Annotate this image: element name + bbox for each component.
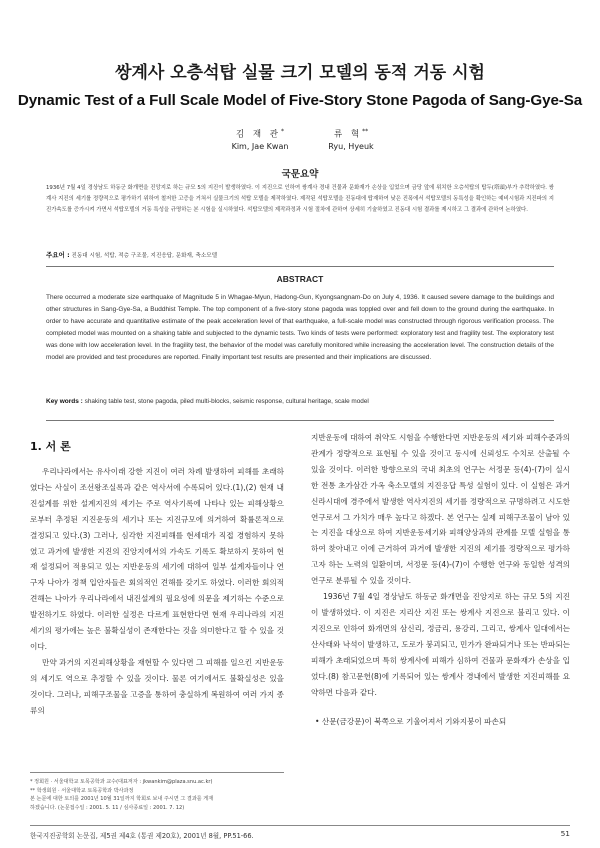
body-paragraph: 우리나라에서는 유사이래 강한 지진이 여러 차례 발생하여 피해를 초래하였다는 사실이 조선왕조실록과 같은 역사서에 수록되어 있다.(1),(2) 현재 내진설계를 위한 설계지진의 세기는 주로 역사기록에 나타나 있는 피해상황으로부터 추정된 지진운동의 세기나 또는 지진규모에 의거하여 확률론적으로 결정되고 있다.(3) 그러나, 심각한 지진피해를 현세대가 직접 경험하지 못하였고 과거에 발생한 지진의 진앙지에서의 가속도 기록도 확보하지 못하여 현재 설정되어 적용되고 있는 지반운동의 세기에 대하여 일부 설계자들이나 연구자 나아가 정책 입안자들은 회의적인 견해를 갖기도 하였다. 이러한 회의적 견해는 나아가 우리나라에서 내진설계의 필요성에 의문을 제기하는 수준으로 발전하기도 하였다. 이러한 실정은 다르게 표현한다면 현재 우리나라의 지진세기의 평가에는 높은 불확실성이 존재한다는 것을 의미한다고 할 수 있을 것이다. (30, 467, 284, 651)
author-1-mark: * (281, 128, 285, 135)
divider-bottom (46, 420, 554, 421)
footnote-line: 하겠습니다. (논문접수일 : 2001. 5. 11 / 심사종료일 : 2001. 7. 12) (30, 804, 185, 811)
abstract-ko-heading: 국문요약 (281, 169, 319, 180)
author-1 (220, 126, 300, 153)
author-2-mark: ** (362, 128, 369, 135)
author-1-name-en: Kim, Jae Kwan (231, 141, 289, 151)
keywords-ko-label: 주요어 : (46, 251, 70, 259)
footnote-rule (30, 772, 284, 773)
keywords-en (46, 397, 554, 407)
body-paragraph: 1936년 7월 4일 경상남도 하동군 화개면을 진앙지로 하는 규모 5의 지진이 발생하였다. 이 지진은 지리산 지진 또는 쌍계사 지진으로 불리고 있다. 이 지진으로 인하여 화개면의 삼신리, 정금리, 용강리, 그리고, 쌍계사 일대에서는 산사태와 낙석이 발생하고, 도로가 붕괴되고, 민가가 완파되거나 또는 반파되는 피해가 초래되었으며 특히 쌍계사에 피해가 심하여 건물과 문화재가 손상을 입었다.(8) 참고문헌(8)에 기록되어 있는 쌍계사 경내에서 발생한 지진피해를 요약하면 다음과 같다. (311, 592, 570, 697)
title-korean: 쌍계사 오층석탑 실물 크기 모델의 동적 거동 시험 (115, 63, 485, 83)
footnote-line: 본 논문에 대한 토의를 2001년 10월 31일까지 학회로 보내 주시면 그 결과를 게재 (30, 796, 214, 803)
bullet-item: • 산문(금강문)이 북쪽으로 기울어져서 기와지붕이 파손되 (315, 717, 507, 727)
footnotes (30, 778, 284, 812)
keywords-en-text: shaking table test, stone pagoda, piled multi-blocks, seismic response, cultural heritage, scale model (84, 398, 369, 405)
divider-top (46, 266, 554, 267)
abstract-en: There occurred a moderate size earthquake of Magnitude 5 in Whagae-Myun, Hadong-Gun, Kyongsangnam-Do on July 4, 1936. It caused severe damage to the buildings and other structures in Sang-Gye-Sa, a Buddhist Temple. The top component of a five-story stone pagoda was toppled over and fell down to the ground during the earthquake. In order to have accurate and quantitative estimate of the peak acceleration level of that earthquake, a full-scale model was constructed through rigorous verification process. The completed model was mounted on a shaking table and subjected to the dynamic tests. Two kinds of tests were performed: exploratory test and fragility test. The exploratory test was done with low acceleration level. In the fragility test, the behavior of the model was carefully monitored while increasing the acceleration level. The construction details of the model are provided and test procedures are reported. Finally important test results are presented and their implications are discussed. (46, 294, 554, 362)
keywords-ko-text: 진동대 시험, 석탑, 적층 구조물, 지진응답, 문화재, 축소모델 (71, 253, 218, 259)
keywords-en-label: Key words : (46, 398, 83, 405)
footnote-line: * 정회원 · 서울대학교 토목공학과 교수(대표저자 : jkwankim@plaza.snu.ac.kr) (30, 779, 213, 785)
body-paragraph: 만약 과거의 지진피해상황을 재현할 수 있다면 그 피해를 일으킨 지반운동의 세기도 역으로 추정할 수 있을 것이다. 물론 여기에서도 불확실성은 있을 것이다. 그러나, 피해구조물을 고증을 통하여 충실하게 복원하여 여러 가지 종류의 (30, 657, 284, 715)
keywords-ko (46, 250, 554, 261)
abstract-ko: 1936년 7월 4일 경상남도 하동군 화개면을 진앙지로 하는 규모 5의 지진이 발생하였다. 이 지진으로 인하여 쌍계사 경내 건물과 문화재가 손상을 입었으며 금당 앞에 위치한 오층석탑의 탑두(塔頭)부가 추락하였다. 쌍계사 지진의 세기를 정량적으로 평가하기 위하여 철저한 고증을 거쳐서 실물크기의 석탑 모델을 제작하였다. 제작된 석탑모델을 진동대에 탑재하여 낮은 진폭에서 석탑모델의 동특성을 확인하는 예비시험과 지진파의 지진가속도를 증가시켜 가면서 석탑모델의 거동 특성을 규명하는 본 시험을 실시하였다. 석탑모델의 제작과정과 시험 절차에 관하여 상세히 기술하였고 진동대 시험 결과를 제시하고 그 결과에 관하여 논하였다. (46, 185, 554, 213)
author-2 (316, 126, 386, 153)
page-footer-rule (30, 825, 570, 826)
author-block (0, 126, 600, 158)
section-heading: 1. 서 론 (30, 440, 71, 453)
author-2-name-ko: 류 혁 (333, 129, 363, 140)
page-number: 51 (560, 829, 570, 838)
author-2-name-en: Ryu, Hyeuk (328, 141, 374, 151)
title-english: Dynamic Test of a Full Scale Model of Five-Story Stone Pagoda of Sang-Gye-Sa (17, 92, 583, 109)
abstract-en-heading: ABSTRACT (276, 274, 324, 284)
body-column-left (30, 438, 284, 719)
footnote-line: ** 학생회원 · 서울대학교 토목공학과 박사과정 (30, 787, 134, 794)
body-paragraph: 지반운동에 대하여 취약도 시험을 수행한다면 지반운동의 세기와 피해수준과의 관계가 정량적으로 표현될 수 있을 것이고 동시에 신뢰성도 수치로 산출될 수 있을 것이다. 이러한 방향으로의 국내 최초의 연구는 서정문 등(4)-(7)이 실시한 전통 초가삼간 가옥 축소모델의 지진응답 특성 실험이 있다. 이 실험은 과거 신라시대에 경주에서 발생한 역사지진의 세기를 정량적으로 규명하려고 시도한 연구로서 그 가치가 매우 높다고 하겠다. 본 연구는 실제 피해구조물이 남아 있는 지진을 대상으로 하여 지반운동세기와 피해양상과의 관계를 모델 실험을 통하여 찾아내고 이에 근거하여 과거에 발생한 지진의 세기를 정량적으로 평가하고자 하는 노력의 일환이며, 서정문 등(4)-(7)이 수행한 연구와 동일한 성격의 연구로 분류될 수 있을 것이다. (311, 433, 570, 586)
author-1-name-ko: 김 재 관 (235, 129, 282, 140)
journal-citation: 한국지진공학회 논문집, 제5권 제4호 (통권 제20호), 2001년 8월, PP.51-66. (30, 832, 254, 840)
body-column-right (311, 430, 570, 730)
